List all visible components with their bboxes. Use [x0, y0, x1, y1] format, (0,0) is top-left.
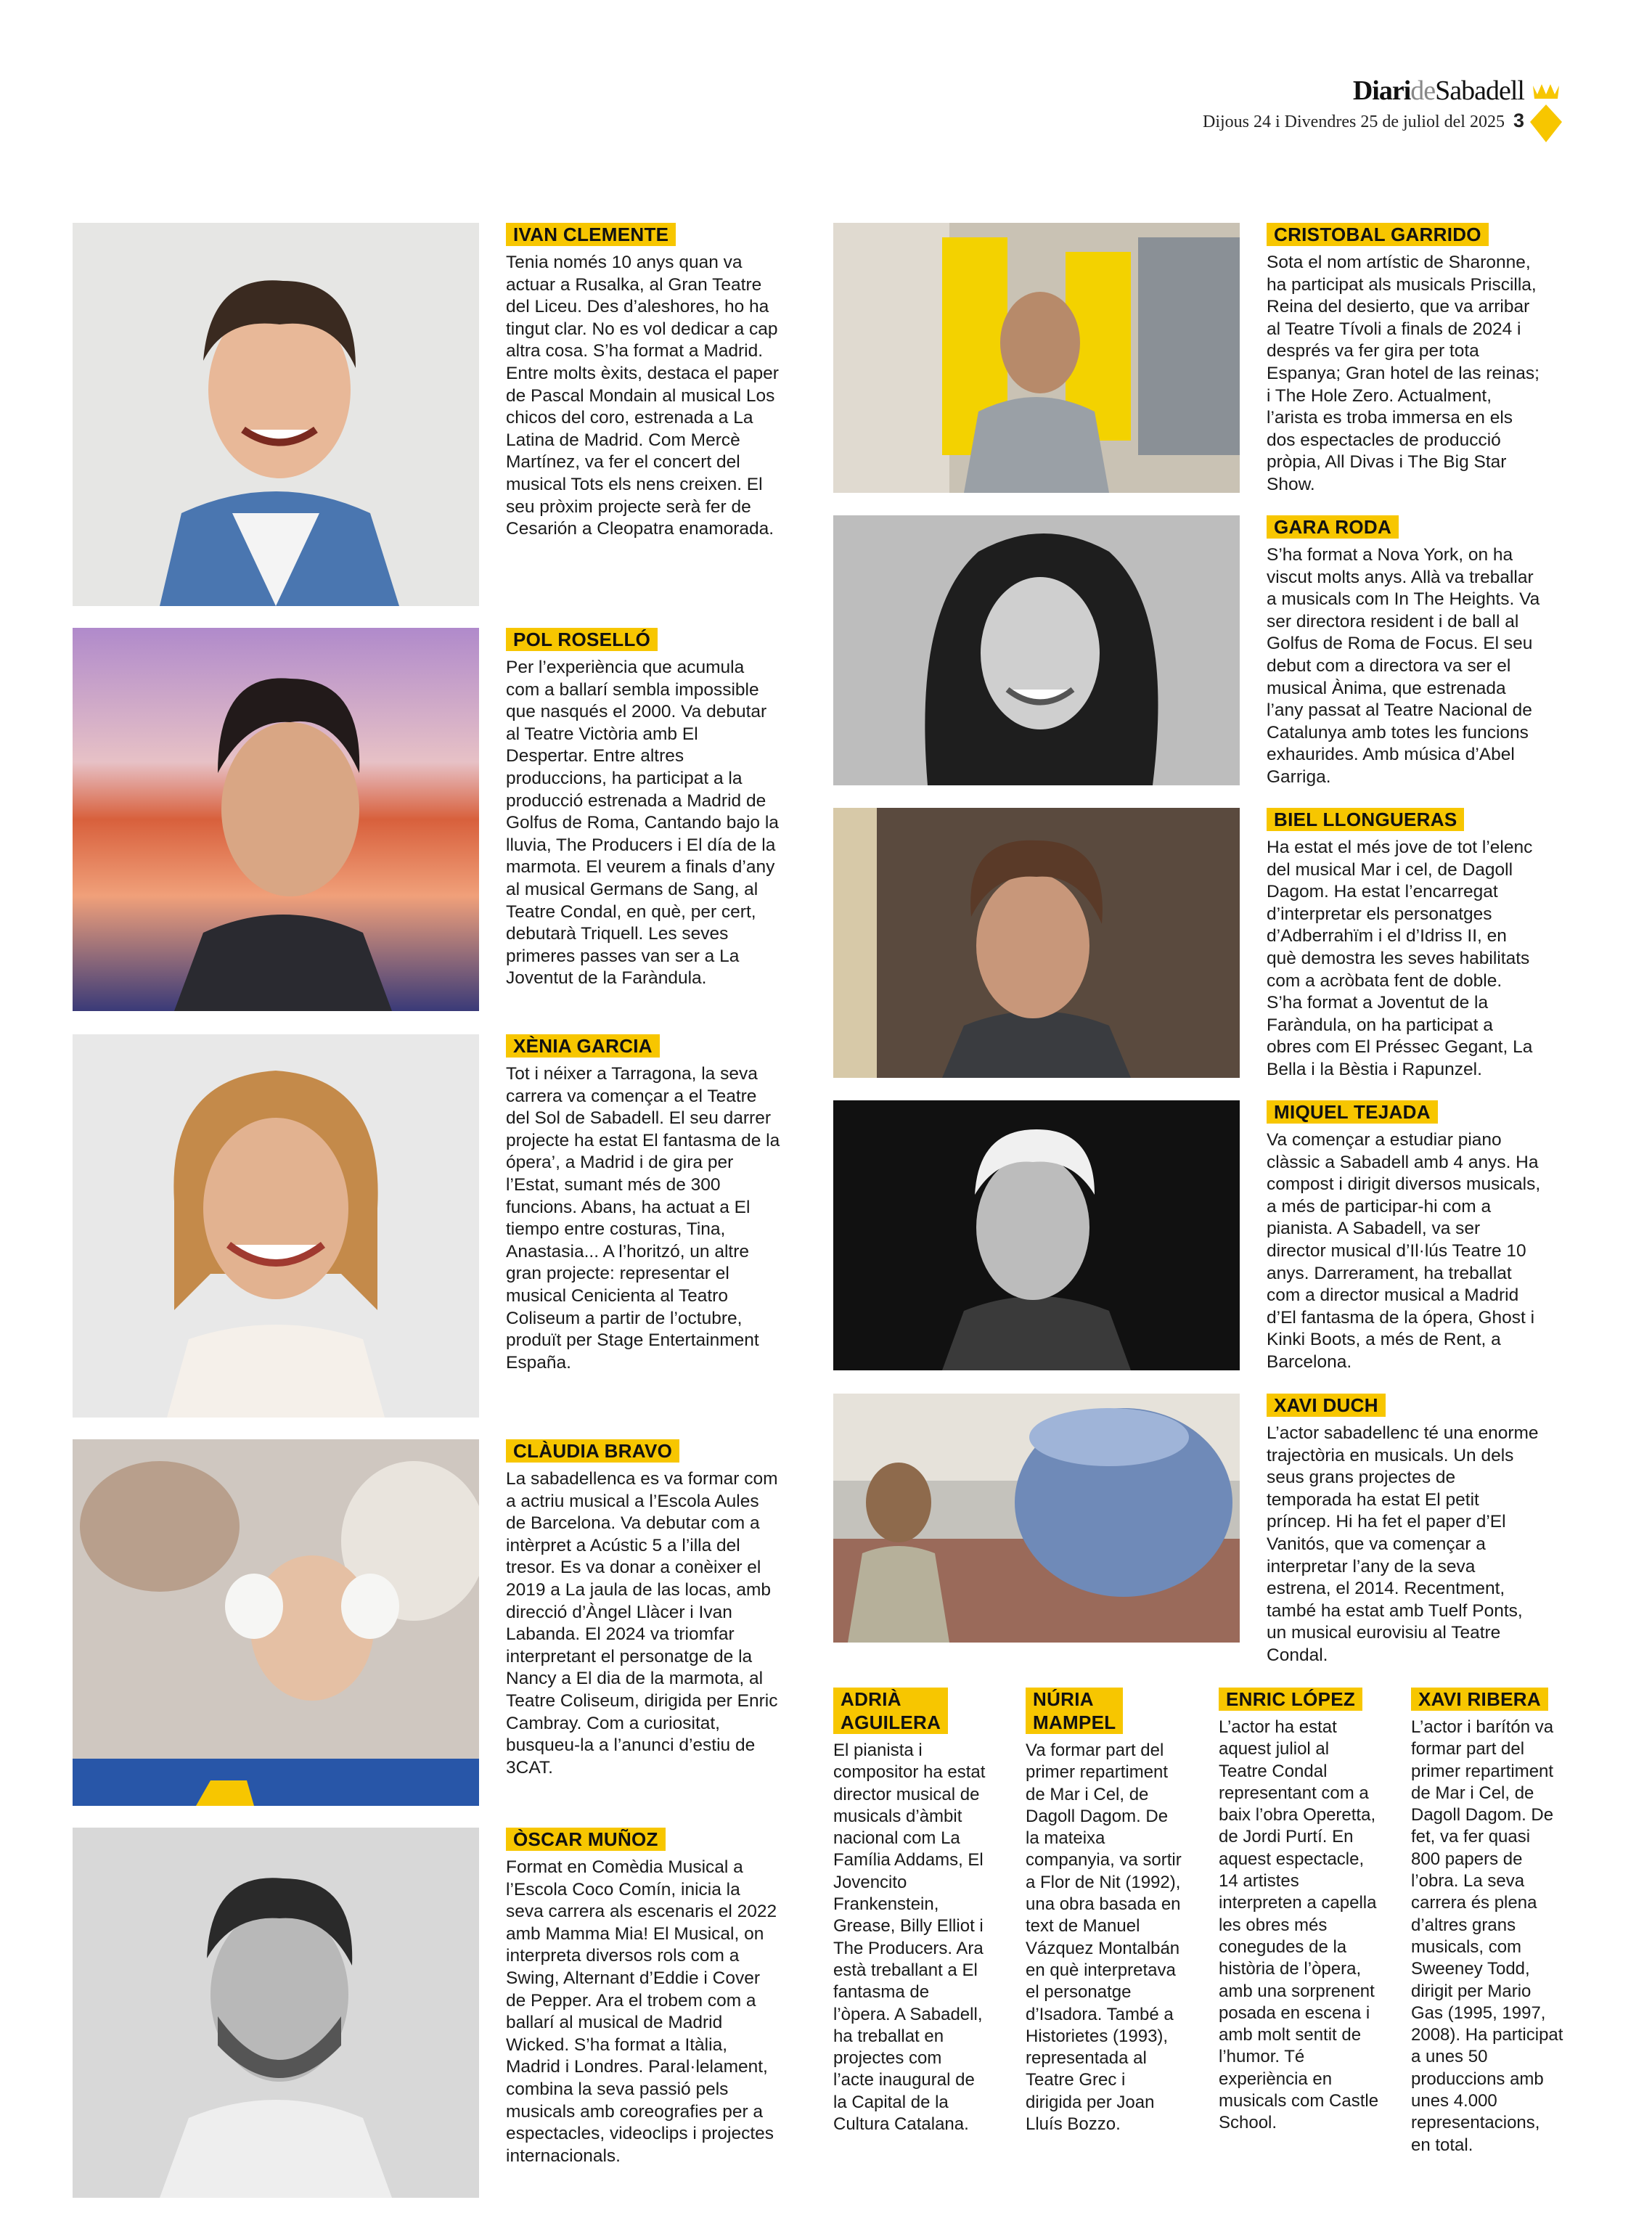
profile-gara-roda [1267, 515, 1541, 789]
photo-miquel-tejada [833, 1100, 1240, 1370]
photo-ivan-clemente [73, 223, 479, 606]
profile-ivan-clemente [506, 223, 780, 541]
profile-name: XÈNIA GARCIA [506, 1034, 660, 1058]
profile-name: CLÀUDIA BRAVO [506, 1439, 679, 1463]
profile-name: IVAN CLEMENTE [506, 223, 676, 246]
profile-name: XAVI RIBERA [1411, 1688, 1548, 1711]
profile-name: ADRIÀ AGUILERA [833, 1688, 948, 1734]
short-profile-nuria-mampel [1026, 1688, 1185, 2135]
photo-xenia-garcia [73, 1034, 479, 1418]
profile-oscar-munoz [506, 1828, 780, 2167]
profile-cristobal-garrido [1267, 223, 1541, 496]
profile-name: ÒSCAR MUÑOZ [506, 1828, 666, 1851]
profile-name: GARA RODA [1267, 515, 1399, 539]
dateline [1132, 110, 1524, 132]
short-profile-enric-lopez [1219, 1688, 1382, 2135]
profile-text: Va formar part del primer repartiment de Mar i Cel, de Dagoll Dagom. De la mateixa companyia, va sortir a Flor de Nit (1992), una obra basada en text de Manuel Vázquez Montalbán en què interpretava el personatge d’Isadora. També a Historietes (1993), representada al Teatre Grec i dirigida per Joan Lluís Bozzo. [1026, 1741, 1182, 2135]
profile-name: MIQUEL TEJADA [1267, 1100, 1438, 1124]
photo-claudia-bravo [73, 1439, 479, 1806]
photo-xavi-duch [833, 1394, 1240, 1643]
profile-text: Tot i néixer a Tarragona, la seva carrera va començar a el Teatre del Sol de Sabadell. El seu darrer projecte ha estat El fantasma de la ópera’, a Madrid i de gira per l’Estat, sumant més de 300 funcions. Abans, ha actuat a El tiempo entre costuras, Tina, Anastasia... A l’horitzó, un altre gran projecte: representar el musical Cenicienta al Teatro Coliseum a partir de l’octubre, produït per Stage Entertainment España. [506, 1064, 780, 1373]
crown-crest-icon [1529, 81, 1563, 147]
profile-biel-llongueras [1267, 808, 1541, 1081]
profile-text: Per l’experiència que acumula com a ballarí sembla impossible que nasqués el 2000. Va debutar al Teatre Victòria amb El Despertar. Entre altres produccions, ha participat a la producció estrenada a Madrid de Golfus de Roma, Cantando bajo la lluvia, The Producers i El día de la marmota. El veurem a finals d’any al musical Germans de Sang, al Teatre Condal, en què, per cert, debutarà Triquell. Les seves primeres passes van ser a La Joventut de la Faràndula. [506, 658, 779, 989]
profile-name: BIEL LLONGUERAS [1267, 808, 1464, 831]
photo-pol-rosello [73, 628, 479, 1011]
profile-name: XAVI DUCH [1267, 1394, 1386, 1417]
photo-gara-roda [833, 515, 1240, 785]
profile-xavi-duch [1267, 1394, 1541, 1667]
photo-biel-llongueras [833, 808, 1240, 1078]
photo-cristobal-garrido [833, 223, 1240, 493]
profile-xenia-garcia [506, 1034, 780, 1374]
profile-text: El pianista i compositor ha estat director musical de musicals d’àmbit nacional com La Família Addams, El Jovencito Frankenstein, Grease, Billy Elliot i The Producers. Ara està treballant a El fantasma de l’òpera. A Sabadell, ha treballat en projectes com l’acte inaugural de la Capital de la Cultura Catalana. [833, 1741, 986, 2135]
masthead [1132, 76, 1524, 132]
profile-name: NÚRIA MAMPEL [1026, 1688, 1123, 1734]
profile-text: S’ha format a Nova York, on ha viscut molts anys. Allà va treballar a musicals com In The Heights. Va ser directora resident i de ball al Golfus de Roma de Focus. El seu debut com a directora va ser el musical Ànima, que estrenada l’any passat al Teatre Nacional de Catalunya amb totes les funcions exhaurides. Amb música d’Abel Garriga. [1267, 545, 1540, 787]
short-profile-adria-aguilera [833, 1688, 986, 2135]
profile-text: Ha estat el més jove de tot l’elenc del musical Mar i cel, de Dagoll Dagom. Ha estat l’encarregat d’interpretar els personatges d’Adberrahïm i el d’Idriss II, en què demostra les seves habilitats com a acròbata fent de doble. S’ha format a Joventut de la Faràndula, on ha participat a obres com El Préssec Gegant, La Bella i la Bèstia i Rapunzel. [1267, 838, 1533, 1079]
profile-name: POL ROSELLÓ [506, 628, 658, 651]
profile-pol-rosello [506, 628, 780, 990]
profile-text: Sota el nom artístic de Sharonne, ha participat als musicals Priscilla, Reina del desierto, que va arribar al Teatre Tívoli a finals de 2024 i després va fer gira per tota Espanya; Gran hotel de las reinas; i The Hole Zero. Actualment, l’arista es troba immersa en els dos espectacles de producció pròpia, All Divas i The Big Star Show. [1267, 253, 1539, 494]
profile-text: L’actor sabadellenc té una enorme trajectòria en musicals. Un dels seus grans projectes de temporada ha estat El petit príncep. Hi ha fet el paper d’El Vanitós, que va començar a interpretar l’any de la seva estrena, el 2014. Recentment, també ha estat amb Tuelf Ponts, un musical eurovisiu al Teatre Condal. [1267, 1423, 1539, 1665]
profile-text: Va començar a estudiar piano clàssic a Sabadell amb 4 anys. Ha compost i dirigit diversos musicals, a més de participar-hi com a pianista. A Sabadell, va ser director musical d’Il·lús Teatre 10 anys. Darrerament, ha treballat com a director musical a Madrid d’El fantasma de la ópera, Ghost i Kinki Boots, a més de Rent, a Barcelona. [1267, 1130, 1541, 1372]
issue-date: Dijous 24 i Divendres 25 de juliol del 2025 [1203, 113, 1505, 131]
profile-text: L’actor ha estat aquest juliol al Teatre Condal representant com a baix l’obra Operetta, de Jordi Purtí. En aquest espectacle, 14 artistes interpreten a capella les obres més conegudes de la història de l’òpera, amb una sorprenent posada en escena i amb molt sentit de l’humor. Té experiència en musicals com Castle School. [1219, 1717, 1379, 2133]
profile-text: La sabadellenca es va formar com a actriu musical a l’Escola Aules de Barcelona. Va debutar com a intèrpret a Acústic 5 a l’illa del tresor. Es va donar a conèixer el 2019 a La jaula de las locas, amb direcció d’Àngel Llàcer i Ivan Labanda. El 2024 va triomfar interpretant el personatge de la Nancy a El dia de la marmota, al Teatre Coliseum, dirigida per Enric Cambray. Com a curiositat, busqueu-la a l’anunci d’estiu de 3CAT. [506, 1469, 778, 1778]
profile-text: L’actor i barítón va formar part del primer repartiment de Mar i Cel, de Dagoll Dagom. De fet, va fer quasi 800 papers de l’obra. La seva carrera és plena d’altres grans musicals, com Sweeney Todd, dirigit per Mario Gas (1995, 1997, 2008). Ha participat a unes 50 produccions amb unes 4.000 representacions, en total. [1411, 1717, 1563, 2155]
profile-name: ENRIC LÓPEZ [1219, 1688, 1362, 1711]
profile-claudia-bravo [506, 1439, 780, 1779]
profile-miquel-tejada [1267, 1100, 1541, 1374]
profile-name: CRISTOBAL GARRIDO [1267, 223, 1489, 246]
photo-oscar-munoz [73, 1828, 479, 2198]
page-number: 3 [1513, 110, 1524, 131]
newspaper-brand: DiarideSabadell [1352, 75, 1524, 106]
profile-text: Tenia només 10 anys quan va actuar a Rusalka, al Gran Teatre del Liceu. Des d’aleshores, ho ha tingut clar. No es vol dedicar a cap altra cosa. S’ha format a Madrid. Entre molts èxits, destaca el paper de Pascal Mondain al musical Los chicos del coro, estrenada a La Latina de Madrid. Com Mercè Martínez, va fer el concert del musical Tots els nens creixen. El seu pròxim projecte serà fer de Cesarión a Cleopatra enamorada. [506, 253, 779, 539]
profile-text: Format en Comèdia Musical a l’Escola Coco Comín, inicia la seva carrera als escenaris el 2022 amb Mamma Mia! El Musical, on interpreta diversos rols com a Swing, Alternant d’Eddie i Cover de Pepper. Ara el trobem com a ballarí al musical de Madrid Wicked. S’ha format a Itàlia, Madrid i Londres. Paral·lelament, combina la seva passió pels musicals amb coreografies per a espectacles, videoclips i projectes internacionals. [506, 1857, 777, 2166]
short-profile-xavi-ribera [1411, 1688, 1563, 2156]
